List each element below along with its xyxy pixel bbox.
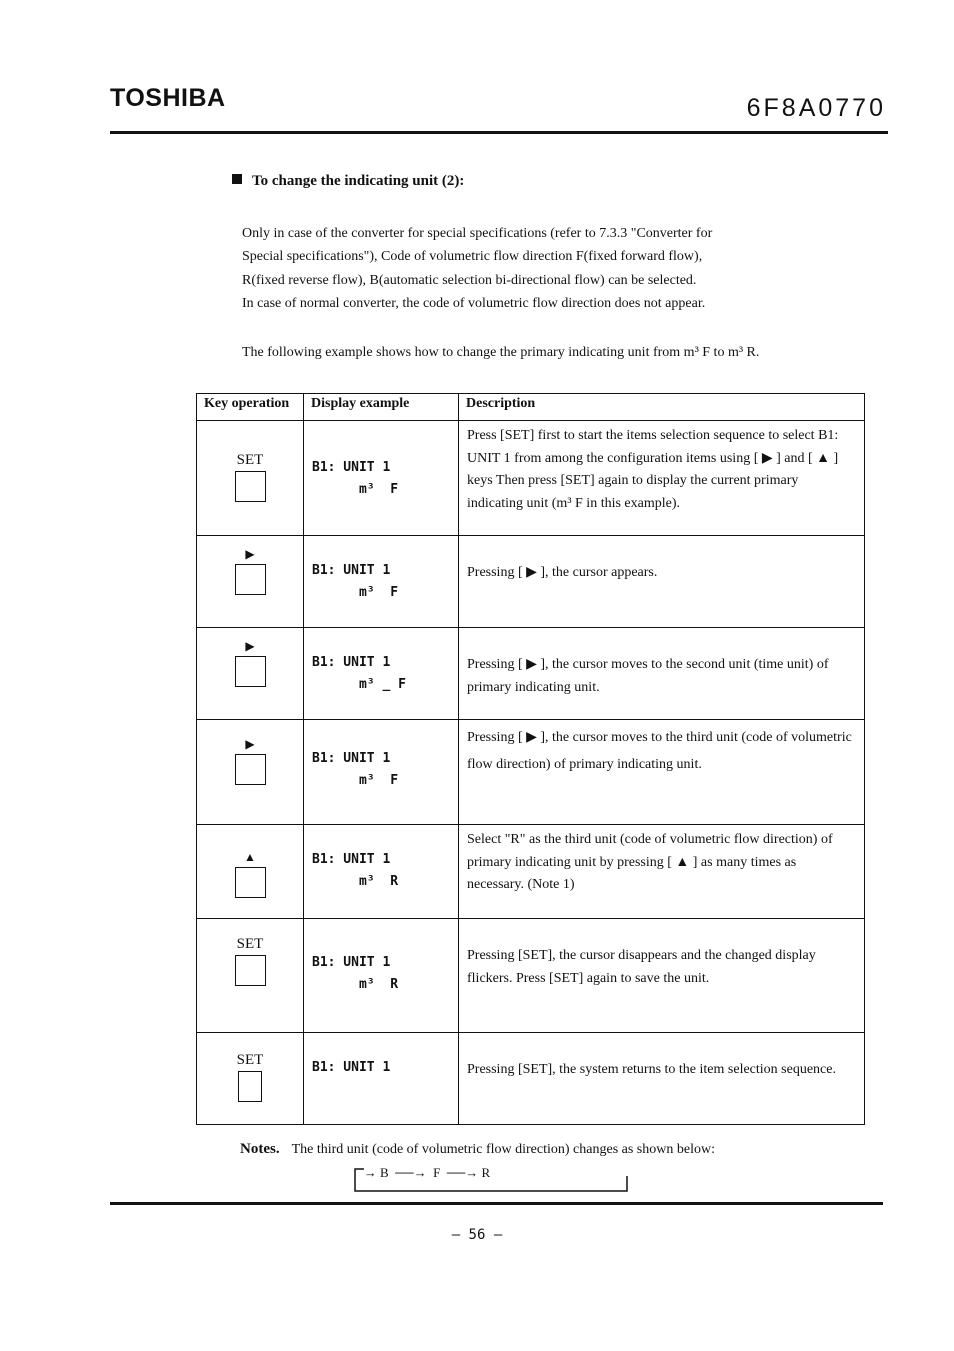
table-row <box>197 628 865 720</box>
intro-paragraph <box>242 222 862 315</box>
description-cell: Select "R" as the third unit (code of volumetric flow direction) of primary indicating unit by pressing [ ▲ ] as many times as necessary. (Note 1) <box>459 825 865 919</box>
table-row <box>197 720 865 825</box>
brand-logo: TOSHIBA <box>110 84 226 112</box>
key-box-icon <box>235 867 266 898</box>
notes-text: The third unit (code of volumetric flow direction) changes as shown below: <box>291 1142 715 1157</box>
display-line-2: m³ _ F <box>312 677 406 692</box>
document-number: 6F8A0770 <box>746 94 886 122</box>
description-text: Pressing [ ▶ ], the cursor appears. <box>467 565 658 580</box>
notes-label: Notes. <box>240 1141 280 1157</box>
key-box-icon <box>235 754 266 785</box>
description-cell <box>459 628 865 720</box>
display-line-2: m³ R <box>312 874 399 889</box>
description-cell <box>459 536 865 628</box>
description-cell <box>459 1033 865 1125</box>
display-cell <box>304 720 459 825</box>
header-description: Description <box>459 394 865 421</box>
table-row <box>197 421 865 536</box>
key-operation-table <box>196 393 865 1125</box>
description-text: Pressing [SET], the system returns to the item selection sequence. <box>467 1062 836 1077</box>
paragraph-line: R(fixed reverse flow), B(automatic selection bi-directional flow) can be selected. <box>242 272 697 288</box>
page-number: — 56 — <box>451 1227 503 1243</box>
right-arrow-icon: ▶ <box>245 639 255 653</box>
key-cell <box>197 628 304 720</box>
description-text: Pressing [ ▶ ], the cursor moves to the second unit (time unit) of primary indicating unit. <box>467 657 829 695</box>
paragraph-line: Only in case of the converter for special specifications (refer to 7.3.3 "Converter for <box>242 226 713 241</box>
description-text: Pressing [SET], the cursor disappears and the changed display flickers. Press [SET] again to save the unit. <box>467 948 816 986</box>
display-cell <box>304 919 459 1033</box>
table-row <box>197 536 865 628</box>
display-cell <box>304 1033 459 1125</box>
key-box-icon <box>235 656 266 687</box>
paragraph-line: In case of normal converter, the code of volumetric flow direction does not appear. <box>242 295 706 311</box>
display-cell <box>304 536 459 628</box>
key-cell <box>197 1033 304 1125</box>
display-line-1: B1: UNIT 1 <box>312 852 391 867</box>
key-cell <box>197 536 304 628</box>
key-cell <box>197 919 304 1033</box>
flow-direction-cycle-diagram <box>354 1165 628 1193</box>
section-title: To change the indicating unit (2): <box>252 173 465 189</box>
header-display-example: Display example <box>304 394 459 421</box>
description-cell <box>459 919 865 1033</box>
display-cell <box>304 825 459 919</box>
example-line: The following example shows how to change the primary indicating unit from m³ F to m³ R. <box>242 345 760 360</box>
table-row <box>197 1033 865 1125</box>
display-line-2: m³ F <box>312 585 399 600</box>
cycle-sequence: → B ──→ F ──→ R <box>354 1165 491 1180</box>
key-box-icon <box>235 955 266 986</box>
header-rule <box>110 131 888 134</box>
key-box-icon <box>235 471 266 502</box>
display-line-1: B1: UNIT 1 <box>312 955 391 970</box>
description-cell: Press [SET] first to start the items selection sequence to select B1: UNIT 1 from among the configuration items using [ ▶ ] and [ ▲ ] keys Then press [SET] again to display the current primary indicating unit (m³ F in this example). <box>459 421 865 536</box>
display-line-2: m³ R <box>312 977 399 992</box>
description-cell: Pressing [ ▶ ], the cursor moves to the third unit (code of volumetric flow direction) of primary indicating unit. <box>459 720 865 825</box>
display-line-1: B1: UNIT 1 <box>312 563 391 578</box>
key-cell <box>197 720 304 825</box>
display-line-1: B1: UNIT 1 <box>312 1060 391 1075</box>
display-line-1: B1: UNIT 1 <box>312 655 391 670</box>
display-line-1: B1: UNIT 1 <box>312 751 391 766</box>
key-box-icon <box>238 1071 262 1102</box>
key-box-icon <box>235 564 266 595</box>
table-row <box>197 825 865 919</box>
key-label: SET <box>236 452 264 468</box>
header-key-operation: Key operation <box>197 394 304 421</box>
section-heading <box>232 173 464 190</box>
display-line-2: m³ F <box>312 773 399 788</box>
key-cell <box>197 825 304 919</box>
display-cell <box>304 421 459 536</box>
key-label: SET <box>236 936 264 952</box>
display-line-1: B1: UNIT 1 <box>312 460 391 475</box>
display-cell <box>304 628 459 720</box>
footer-rule <box>110 1202 883 1205</box>
right-arrow-icon: ▶ <box>245 547 255 561</box>
key-label: SET <box>236 1052 264 1068</box>
table-header-row <box>197 394 865 421</box>
bullet-square-icon <box>232 174 242 184</box>
up-arrow-icon: ▲ <box>244 850 256 864</box>
table-row <box>197 919 865 1033</box>
display-line-2: m³ F <box>312 482 399 497</box>
notes-line <box>240 1141 715 1158</box>
right-arrow-icon: ▶ <box>245 737 255 751</box>
paragraph-line: Special specifications"), Code of volumetric flow direction F(fixed forward flow), <box>242 249 703 265</box>
key-cell <box>197 421 304 536</box>
